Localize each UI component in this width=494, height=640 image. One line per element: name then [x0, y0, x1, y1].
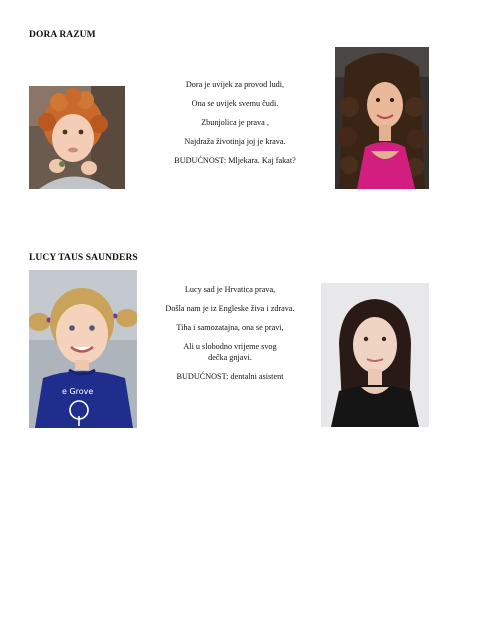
dora-adult-photo — [335, 47, 429, 189]
poem-line: Zbunjolica je prava , — [201, 118, 269, 127]
poem-line: Lucy sad je Hrvatica prava, — [184, 285, 276, 294]
lucy-adult-photo — [321, 283, 429, 427]
poem-line: BUDUĆNOST: Mljekara. Kaj fakat? — [174, 156, 296, 165]
lucy-poem — [155, 284, 305, 390]
section-heading-dora: DORA RAZUM — [29, 30, 96, 40]
poem-line: Ona se uvijek svemu čudi. — [191, 99, 279, 108]
dora-poem — [165, 79, 305, 174]
poem-line: Tiha i samozatajna, ona se pravi, — [176, 323, 284, 332]
lucy-child-photo — [29, 270, 137, 428]
shirt-text: e Grove — [62, 387, 94, 396]
section-heading-lucy: LUCY TAUS SAUNDERS — [29, 253, 138, 263]
poem-line: BUDUĆNOST: dentalni asistent — [176, 372, 284, 381]
poem-line: Došla nam je iz Engleske živa i zdrava. — [165, 304, 295, 313]
poem-line: Dora je uvijek za provod ludi, — [185, 80, 285, 89]
poem-line: Ali u slobodno vrijeme svog dečka gnjavi. — [183, 342, 277, 362]
dora-child-photo — [29, 86, 125, 189]
poem-line: Najdraža životinja joj je krava. — [184, 137, 286, 146]
